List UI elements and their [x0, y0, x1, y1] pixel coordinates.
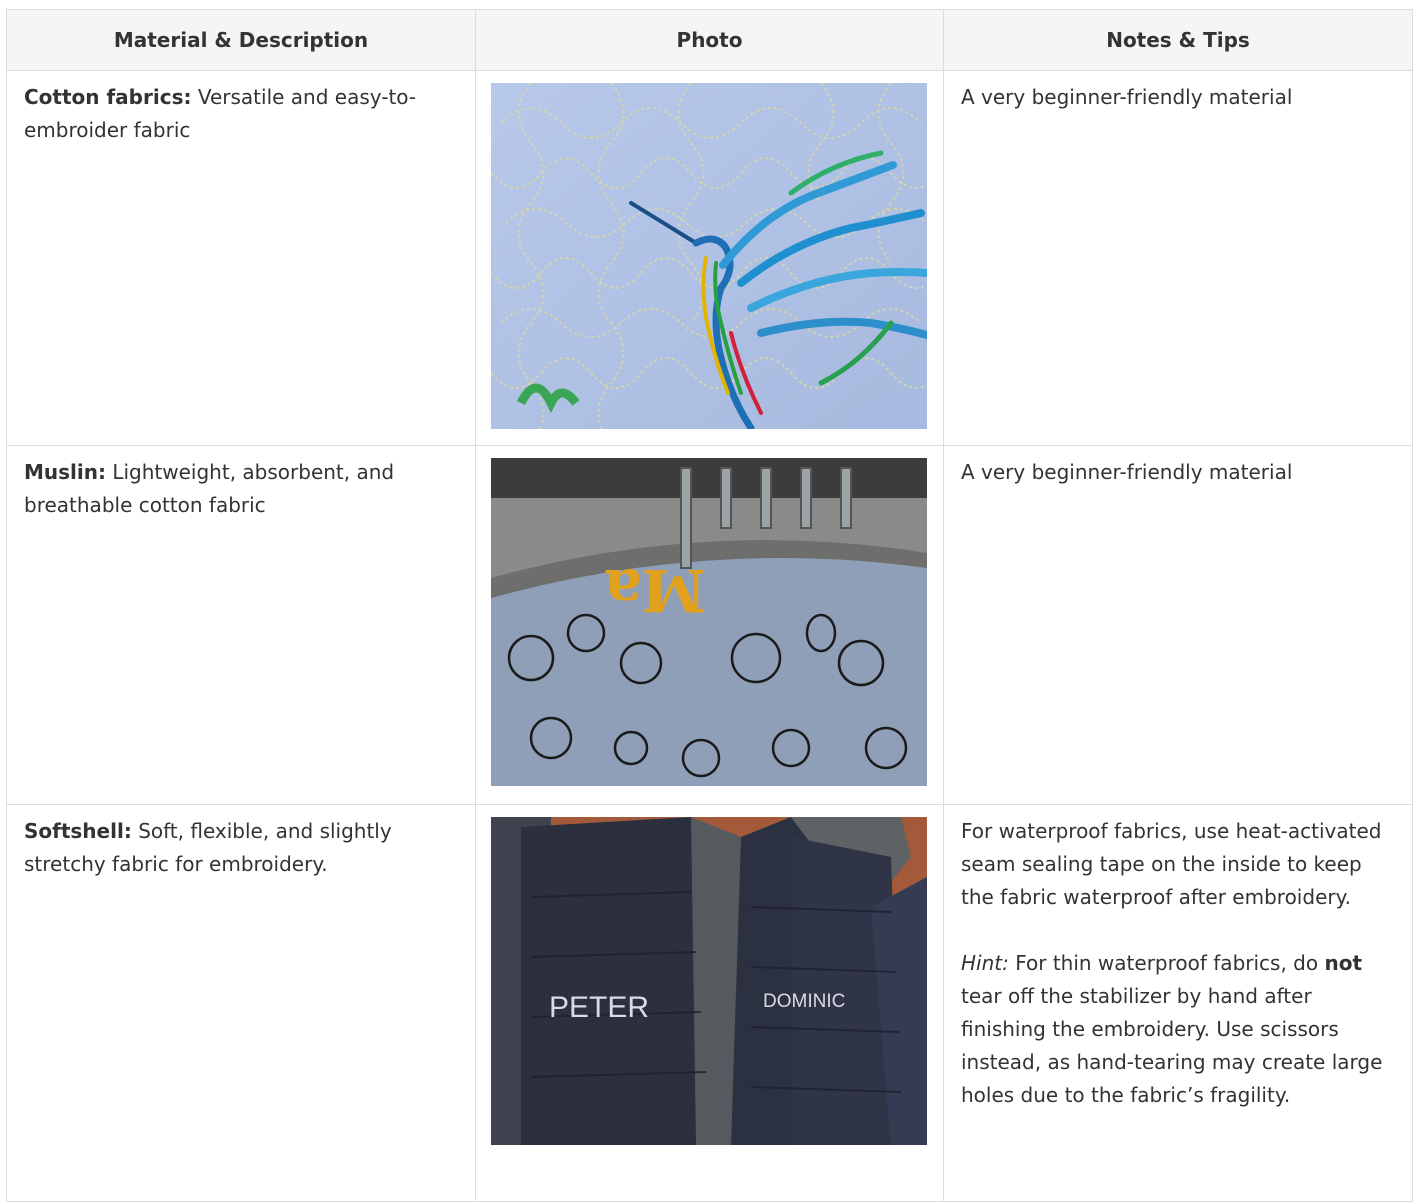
muslin-embroidered-letters: Ma [604, 556, 706, 624]
notes-cell [944, 446, 1413, 805]
header-material-description: Material & Description [7, 10, 476, 71]
embroidered-vests-photo [491, 817, 927, 1145]
hint-text [961, 947, 1395, 1112]
header-notes-tips: Notes & Tips [944, 10, 1413, 71]
embroidery-machine-muslin-photo [491, 458, 927, 804]
material-cell [7, 805, 476, 1202]
hint-label: Hint: [961, 951, 1009, 975]
notes-cell [944, 805, 1413, 1202]
material-name: Softshell: [24, 819, 132, 843]
header-photo: Photo [476, 10, 944, 71]
header-row [7, 10, 1413, 71]
note-text: For waterproof fabrics, use heat-activated seam sealing tape on the inside to keep the fabric waterproof after embroidery. [961, 819, 1382, 909]
note-text: A very beginner-friendly material [961, 460, 1293, 484]
table-row [7, 805, 1413, 1202]
note-text: A very beginner-friendly material [961, 85, 1293, 109]
material-cell [7, 446, 476, 805]
materials-table [6, 9, 1413, 1202]
photo-cell [476, 446, 944, 805]
material-cell [7, 71, 476, 446]
material-description: Lightweight, absorbent, and breathable cotton fabric [24, 460, 395, 517]
embroidered-hummingbird-photo [491, 83, 927, 429]
hint-bold: not [1324, 951, 1363, 975]
vest-embroidered-name-left: PETER [549, 991, 650, 1024]
table-row [7, 71, 1413, 446]
materials-table-container [6, 9, 1412, 1202]
material-description: Soft, flexible, and slightly stretchy fabric for embroidery. [24, 819, 392, 876]
material-name: Muslin: [24, 460, 106, 484]
table-header [7, 10, 1413, 71]
photo-cell [476, 71, 944, 446]
material-name: Cotton fabrics: [24, 85, 192, 109]
notes-cell [944, 71, 1413, 446]
vest-embroidered-name-right: DOMINIC [763, 991, 846, 1012]
hint-part2: tear off the stabilizer by hand after finishing the embroidery. Use scissors instead, as hand-tearing may create large holes due to the fabric’s fragility. [961, 984, 1383, 1107]
table-row [7, 446, 1413, 805]
photo-cell [476, 805, 944, 1202]
hint-part1: For thin waterproof fabrics, do [1015, 951, 1319, 975]
material-description: Versatile and easy-to-embroider fabric [24, 85, 417, 142]
